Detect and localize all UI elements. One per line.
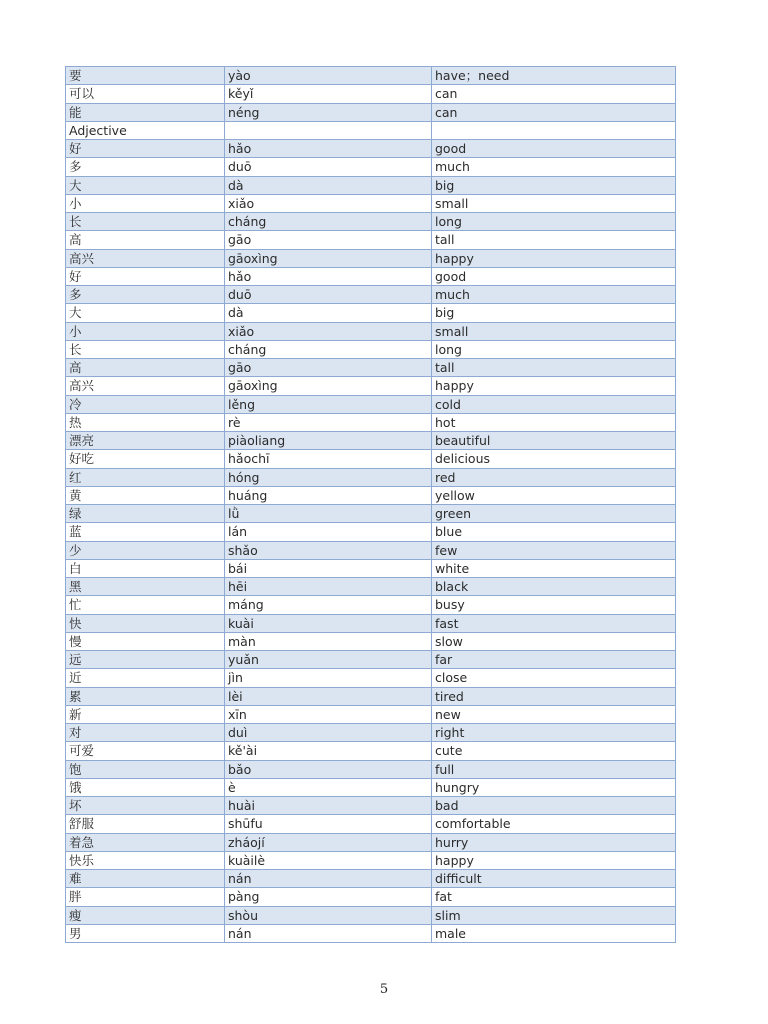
hanzi-cell: 累 [66, 687, 225, 705]
english-cell: white [432, 559, 676, 577]
hanzi-cell: 多 [66, 158, 225, 176]
english-cell: much [432, 158, 676, 176]
table-row [66, 213, 676, 231]
table-row [66, 632, 676, 650]
pinyin-cell: máng [225, 596, 432, 614]
english-cell: far [432, 651, 676, 669]
english-cell: have；need [432, 67, 676, 85]
hanzi-cell: 长 [66, 340, 225, 358]
english-cell: can [432, 85, 676, 103]
table-row [66, 395, 676, 413]
english-cell: happy [432, 377, 676, 395]
table-row [66, 140, 676, 158]
hanzi-cell: 要 [66, 67, 225, 85]
pinyin-cell: gāoxìng [225, 377, 432, 395]
hanzi-cell: 饱 [66, 760, 225, 778]
english-cell: close [432, 669, 676, 687]
hanzi-cell: 难 [66, 870, 225, 888]
table-row [66, 249, 676, 267]
english-cell: much [432, 286, 676, 304]
hanzi-cell: 大 [66, 176, 225, 194]
english-cell: fast [432, 614, 676, 632]
hanzi-cell: 能 [66, 103, 225, 121]
hanzi-cell: 大 [66, 304, 225, 322]
pinyin-cell: màn [225, 632, 432, 650]
pinyin-cell: bái [225, 559, 432, 577]
pinyin-cell: rè [225, 413, 432, 431]
english-cell: good [432, 267, 676, 285]
english-cell: good [432, 140, 676, 158]
english-cell: big [432, 176, 676, 194]
hanzi-cell: 多 [66, 286, 225, 304]
pinyin-cell: gāo [225, 359, 432, 377]
english-cell: difficult [432, 870, 676, 888]
pinyin-cell: xīn [225, 705, 432, 723]
table-row [66, 231, 676, 249]
pinyin-cell: huài [225, 797, 432, 815]
vocabulary-table [65, 66, 676, 943]
hanzi-cell: 高兴 [66, 249, 225, 267]
table-row [66, 578, 676, 596]
table-row [66, 267, 676, 285]
english-cell: hungry [432, 778, 676, 796]
pinyin-cell: hǎo [225, 140, 432, 158]
pinyin-cell: bǎo [225, 760, 432, 778]
hanzi-cell: 绿 [66, 505, 225, 523]
pinyin-cell: lèi [225, 687, 432, 705]
hanzi-cell: 黄 [66, 486, 225, 504]
pinyin-cell: yuǎn [225, 651, 432, 669]
table-row [66, 468, 676, 486]
pinyin-cell: duō [225, 158, 432, 176]
vocabulary-table-body [66, 67, 676, 943]
hanzi-cell: 少 [66, 541, 225, 559]
pinyin-cell: gāo [225, 231, 432, 249]
hanzi-cell: Adjective [66, 121, 225, 139]
english-cell: right [432, 724, 676, 742]
english-cell: yellow [432, 486, 676, 504]
hanzi-cell: 小 [66, 194, 225, 212]
pinyin-cell: shòu [225, 906, 432, 924]
pinyin-cell: dà [225, 304, 432, 322]
pinyin-cell: nán [225, 924, 432, 942]
pinyin-cell [225, 121, 432, 139]
english-cell: full [432, 760, 676, 778]
hanzi-cell: 瘦 [66, 906, 225, 924]
hanzi-cell: 好 [66, 267, 225, 285]
pinyin-cell: kuài [225, 614, 432, 632]
hanzi-cell: 可以 [66, 85, 225, 103]
pinyin-cell: hēi [225, 578, 432, 596]
table-row [66, 833, 676, 851]
table-row [66, 687, 676, 705]
english-cell: male [432, 924, 676, 942]
pinyin-cell: kěyǐ [225, 85, 432, 103]
english-cell: tired [432, 687, 676, 705]
table-row [66, 651, 676, 669]
table-row [66, 924, 676, 942]
english-cell: red [432, 468, 676, 486]
pinyin-cell: è [225, 778, 432, 796]
pinyin-cell: duì [225, 724, 432, 742]
table-row [66, 815, 676, 833]
english-cell: new [432, 705, 676, 723]
table-row [66, 67, 676, 85]
english-cell: busy [432, 596, 676, 614]
pinyin-cell: lǜ [225, 505, 432, 523]
english-cell: long [432, 340, 676, 358]
hanzi-cell: 好吃 [66, 450, 225, 468]
english-cell: comfortable [432, 815, 676, 833]
pinyin-cell: cháng [225, 213, 432, 231]
pinyin-cell: nán [225, 870, 432, 888]
english-cell: fat [432, 888, 676, 906]
hanzi-cell: 热 [66, 413, 225, 431]
hanzi-cell: 远 [66, 651, 225, 669]
hanzi-cell: 近 [66, 669, 225, 687]
english-cell: blue [432, 523, 676, 541]
table-row [66, 450, 676, 468]
table-row [66, 614, 676, 632]
hanzi-cell: 高 [66, 359, 225, 377]
hanzi-cell: 慢 [66, 632, 225, 650]
table-row [66, 778, 676, 796]
table-row [66, 304, 676, 322]
hanzi-cell: 忙 [66, 596, 225, 614]
table-row [66, 413, 676, 431]
english-cell: bad [432, 797, 676, 815]
table-row [66, 359, 676, 377]
english-cell: green [432, 505, 676, 523]
table-row [66, 596, 676, 614]
hanzi-cell: 蓝 [66, 523, 225, 541]
hanzi-cell: 对 [66, 724, 225, 742]
table-row [66, 523, 676, 541]
hanzi-cell: 黑 [66, 578, 225, 596]
hanzi-cell: 高兴 [66, 377, 225, 395]
table-row [66, 705, 676, 723]
hanzi-cell: 快 [66, 614, 225, 632]
hanzi-cell: 高 [66, 231, 225, 249]
english-cell: small [432, 194, 676, 212]
pinyin-cell: dà [225, 176, 432, 194]
hanzi-cell: 冷 [66, 395, 225, 413]
pinyin-cell: cháng [225, 340, 432, 358]
hanzi-cell: 可爱 [66, 742, 225, 760]
pinyin-cell: huáng [225, 486, 432, 504]
english-cell: happy [432, 851, 676, 869]
english-cell: happy [432, 249, 676, 267]
hanzi-cell: 着急 [66, 833, 225, 851]
hanzi-cell: 男 [66, 924, 225, 942]
pinyin-cell: jìn [225, 669, 432, 687]
english-cell: few [432, 541, 676, 559]
table-row [66, 760, 676, 778]
hanzi-cell: 舒服 [66, 815, 225, 833]
hanzi-cell: 好 [66, 140, 225, 158]
english-cell: small [432, 322, 676, 340]
pinyin-cell: gāoxìng [225, 249, 432, 267]
page-number: 5 [379, 982, 389, 997]
hanzi-cell: 胖 [66, 888, 225, 906]
pinyin-cell: xiǎo [225, 322, 432, 340]
table-row [66, 541, 676, 559]
table-row [66, 286, 676, 304]
table-row [66, 121, 676, 139]
table-row [66, 505, 676, 523]
english-cell: delicious [432, 450, 676, 468]
pinyin-cell: lěng [225, 395, 432, 413]
hanzi-cell: 长 [66, 213, 225, 231]
table-row [66, 340, 676, 358]
table-row [66, 669, 676, 687]
pinyin-cell: yào [225, 67, 432, 85]
table-row [66, 103, 676, 121]
english-cell: black [432, 578, 676, 596]
pinyin-cell: hǎo [225, 267, 432, 285]
hanzi-cell: 坏 [66, 797, 225, 815]
table-row [66, 906, 676, 924]
table-row [66, 85, 676, 103]
english-cell: tall [432, 359, 676, 377]
hanzi-cell: 快乐 [66, 851, 225, 869]
table-row [66, 176, 676, 194]
table-row [66, 888, 676, 906]
english-cell: big [432, 304, 676, 322]
table-row [66, 194, 676, 212]
english-cell: slim [432, 906, 676, 924]
table-row [66, 158, 676, 176]
english-cell [432, 121, 676, 139]
pinyin-cell: kě'ài [225, 742, 432, 760]
hanzi-cell: 白 [66, 559, 225, 577]
pinyin-cell: pàng [225, 888, 432, 906]
pinyin-cell: hǎochī [225, 450, 432, 468]
pinyin-cell: duō [225, 286, 432, 304]
english-cell: tall [432, 231, 676, 249]
english-cell: cold [432, 395, 676, 413]
pinyin-cell: zháojí [225, 833, 432, 851]
english-cell: beautiful [432, 432, 676, 450]
pinyin-cell: lán [225, 523, 432, 541]
hanzi-cell: 小 [66, 322, 225, 340]
table-row [66, 797, 676, 815]
english-cell: can [432, 103, 676, 121]
pinyin-cell: shǎo [225, 541, 432, 559]
table-row [66, 870, 676, 888]
pinyin-cell: néng [225, 103, 432, 121]
hanzi-cell: 饿 [66, 778, 225, 796]
hanzi-cell: 红 [66, 468, 225, 486]
pinyin-cell: shūfu [225, 815, 432, 833]
table-row [66, 432, 676, 450]
table-row [66, 322, 676, 340]
pinyin-cell: piàoliang [225, 432, 432, 450]
english-cell: hurry [432, 833, 676, 851]
table-row [66, 742, 676, 760]
table-row [66, 377, 676, 395]
pinyin-cell: kuàilè [225, 851, 432, 869]
english-cell: slow [432, 632, 676, 650]
table-row [66, 486, 676, 504]
pinyin-cell: xiǎo [225, 194, 432, 212]
table-row [66, 851, 676, 869]
table-row [66, 724, 676, 742]
english-cell: hot [432, 413, 676, 431]
pinyin-cell: hóng [225, 468, 432, 486]
english-cell: long [432, 213, 676, 231]
table-row [66, 559, 676, 577]
hanzi-cell: 漂亮 [66, 432, 225, 450]
english-cell: cute [432, 742, 676, 760]
hanzi-cell: 新 [66, 705, 225, 723]
